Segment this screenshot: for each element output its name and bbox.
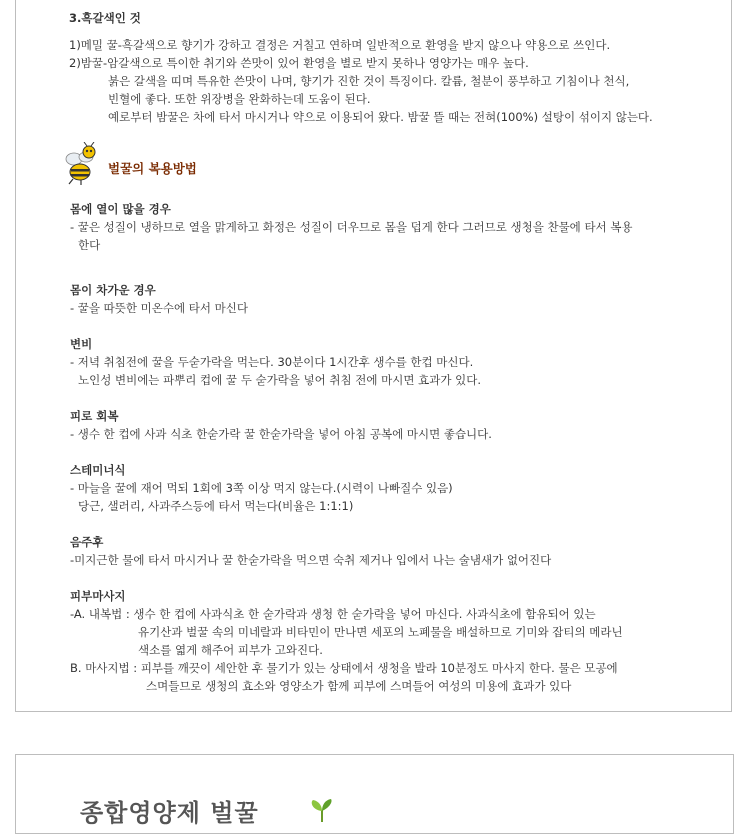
section-line: 1)메밀 꿀-흑갈색으로 향기가 강하고 결정은 거칠고 연하며 일반적으로 환영을 받지 않으나 약용으로 쓰인다. bbox=[69, 38, 611, 52]
section-line: 2)밤꿀-암갈색으로 특이한 취기와 쓴맛이 있어 환영을 별로 받지 못하나 영양가는 매우 높다. bbox=[69, 56, 529, 70]
tip-title: 피로 회복 bbox=[70, 409, 119, 423]
tip-line: - 꿀을 따뜻한 미온수에 타서 마신다 bbox=[70, 301, 248, 315]
tip-title: 음주후 bbox=[70, 535, 104, 549]
tip-line: 색소를 엷게 해주어 피부가 고와진다. bbox=[138, 643, 323, 657]
section-line: 빈혈에 좋다. 또한 위장병을 완화하는데 도움이 된다. bbox=[108, 92, 371, 106]
tip-title: 스테미너식 bbox=[70, 463, 126, 477]
tip-title: 몸에 열이 많을 경우 bbox=[70, 202, 171, 216]
tip-title: 피부마사지 bbox=[70, 589, 126, 603]
tip-line: -미지근한 물에 타서 마시거나 꿀 한숟가락을 먹으면 숙취 제거나 입에서 나는 술냄새가 없어진다 bbox=[70, 553, 552, 567]
tip-line: 한다 bbox=[78, 238, 101, 252]
tip-line: - 저녁 취침전에 꿀을 두숟가락을 먹는다. 30분이다 1시간후 생수를 한컵 마신다. bbox=[70, 355, 474, 369]
section-line: 붉은 갈색을 띠며 특유한 쓴맛이 나며, 향기가 진한 것이 특징이다. 칼륨, 철분이 풍부하고 기침이나 천식, bbox=[108, 74, 630, 88]
tip-line: B. 마사지법 : 피부를 깨끗이 세안한 후 물기가 있는 상태에서 생청을 발라 10분정도 마사지 한다. 물은 모공에 bbox=[70, 661, 618, 675]
tip-line: -A. 내복법 : 생수 한 컵에 사과식초 한 숟가락과 생청 한 숟가락을 넣어 마신다. 사과식초에 함유되어 있는 bbox=[70, 607, 596, 621]
tip-line: - 생수 한 컵에 사과 식초 한숟가락 꿀 한숟가락을 넣어 아침 공복에 마시면 좋습니다. bbox=[70, 427, 492, 441]
tip-line: 노인성 변비에는 파뿌리 컵에 꿀 두 숟가락을 넣어 취침 전에 마시면 효과가 있다. bbox=[78, 373, 482, 387]
tip-title: 몸이 차가운 경우 bbox=[70, 283, 156, 297]
bee-icon bbox=[61, 142, 101, 186]
tip-line: 당근, 샐러리, 사과주스등에 타서 먹는다(비율은 1:1:1) bbox=[78, 499, 354, 513]
tip-title: 변비 bbox=[70, 337, 93, 351]
section-heading: 3.흑갈색인 것 bbox=[69, 11, 141, 25]
footer-title: 종합영양제 벌꿀 bbox=[80, 799, 259, 827]
usage-title: 벌꿀의 복용방법 bbox=[108, 161, 197, 176]
tip-line: 스며들므로 생청의 효소와 영양소가 함께 피부에 스며들어 여성의 미용에 효과가 있다 bbox=[146, 679, 572, 693]
tip-line: - 꿀은 성질이 냉하므로 열을 맑게하고 화정은 성질이 더우므로 몸을 덥게 한다 그러므로 생청을 찬물에 타서 복용 bbox=[70, 220, 633, 234]
tip-line: 유기산과 벌꿀 속의 미네랄과 비타민이 만나면 세포의 노폐물을 배설하므로 기미와 잡티의 메라닌 bbox=[138, 625, 623, 639]
section-line: 예로부터 밤꿀은 차에 타서 마시거나 약으로 이용되어 왔다. 밤꿀 뜰 때는 전혀(100%) 설탕이 섞이지 않는다. bbox=[108, 110, 653, 124]
sprout-icon bbox=[307, 798, 337, 822]
tip-line: - 마늘을 꿀에 재어 먹되 1회에 3쪽 이상 먹지 않는다.(시력이 나빠질수 있음) bbox=[70, 481, 453, 495]
